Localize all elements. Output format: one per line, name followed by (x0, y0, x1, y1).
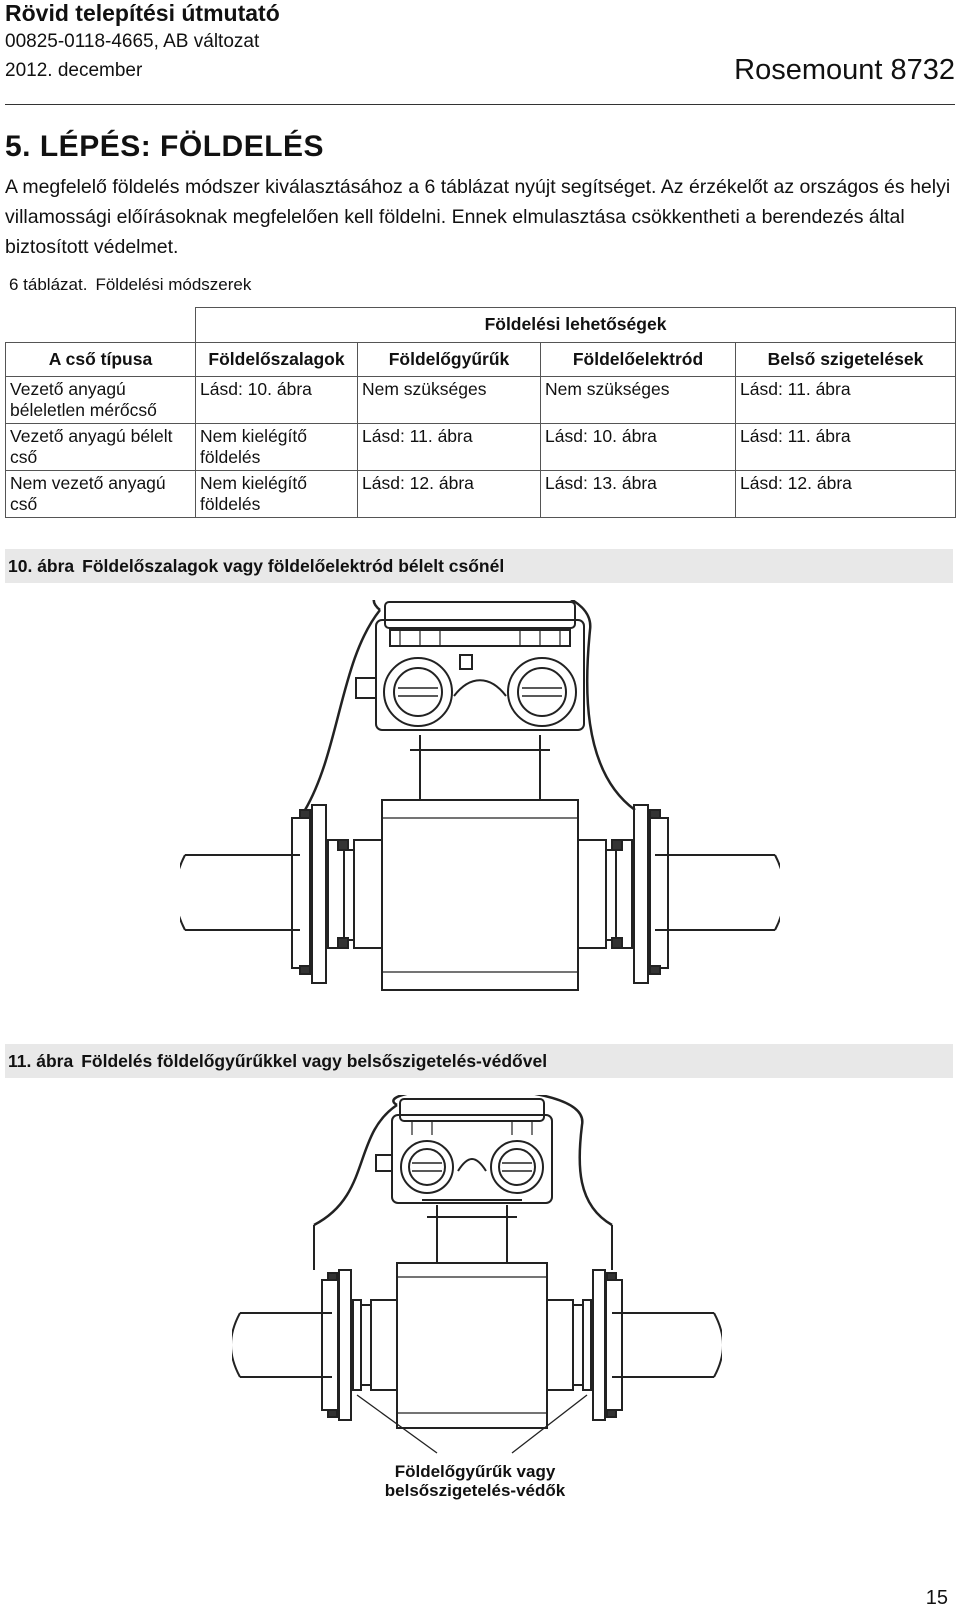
table-row (6, 424, 956, 471)
grounding-methods-table (5, 307, 956, 518)
table-cell: Nem szükséges (358, 377, 541, 424)
table-caption (9, 275, 251, 295)
document-date: 2012. december (5, 60, 143, 81)
table-column-header: Földelőszalagok (196, 343, 358, 377)
table-column-header: A cső típusa (6, 343, 196, 377)
table-column-header: Földelőelektród (541, 343, 736, 377)
table-caption-label: 6 táblázat. (9, 275, 88, 294)
table-cell: Vezető anyagú béleletlen mérőcső (6, 377, 196, 424)
table-row (6, 377, 956, 424)
product-name: Rosemount 8732 (734, 54, 955, 86)
figure-11-callout-line1: Földelőgyűrűk vagy (394, 1462, 556, 1481)
figure-11-flowmeter-drawing (232, 1095, 722, 1465)
table-cell: Nem kielégítő földelés (196, 471, 358, 518)
table-cell: Lásd: 10. ábra (541, 424, 736, 471)
figure-10-flowmeter-drawing (180, 600, 780, 1000)
figure-11-caption (5, 1044, 953, 1078)
table-cell: Nem szükséges (541, 377, 736, 424)
document-number: 00825-0118-4665, AB változat (5, 31, 260, 52)
figure-10-caption (5, 549, 953, 583)
figure-11-callout-line2: belsőszigetelés-védők (384, 1481, 566, 1500)
table-column-header: Belső szigetelések (736, 343, 956, 377)
table-row (6, 471, 956, 518)
table-cell: Lásd: 12. ábra (358, 471, 541, 518)
table-group-header: Földelési lehetőségek (196, 308, 956, 343)
figure-10-caption-text: Földelőszalagok vagy földelőelektród bélelt csőnél (82, 556, 505, 576)
table-cell: Lásd: 11. ábra (736, 377, 956, 424)
table-cell: Lásd: 11. ábra (736, 424, 956, 471)
table-column-header: Földelőgyűrűk (358, 343, 541, 377)
page-number: 15 (925, 1587, 948, 1609)
table-empty-corner (6, 308, 196, 343)
figure-10-number: 10. ábra (8, 556, 75, 576)
table-cell: Lásd: 13. ábra (541, 471, 736, 518)
figure-11-callout (340, 1462, 610, 1500)
table-caption-text: Földelési módszerek (95, 275, 252, 294)
figure-11-number: 11. ábra (8, 1051, 74, 1071)
section-title: 5. LÉPÉS: FÖLDELÉS (5, 130, 325, 163)
figure-11-caption-text: Földelés földelőgyűrűkkel vagy belsőszigetelés-védővel (81, 1051, 548, 1071)
table-cell: Lásd: 11. ábra (358, 424, 541, 471)
table-cell: Vezető anyagú bélelt cső (6, 424, 196, 471)
table-cell: Lásd: 12. ábra (736, 471, 956, 518)
header-divider (5, 104, 955, 105)
table-cell: Nem kielégítő földelés (196, 424, 358, 471)
section-intro: A megfelelő földelés módszer kiválasztásához a 6 táblázat nyújt segítséget. Az érzékelőt az országos és helyi villamossági előírásoknak megfelelően kell földelni. Ennek elmulasztása csökkentheti a berendezés által biztosított védelmet. (5, 176, 951, 258)
document-title: Rövid telepítési útmutató (5, 0, 280, 26)
table-cell: Lásd: 10. ábra (196, 377, 358, 424)
table-cell: Nem vezető anyagú cső (6, 471, 196, 518)
